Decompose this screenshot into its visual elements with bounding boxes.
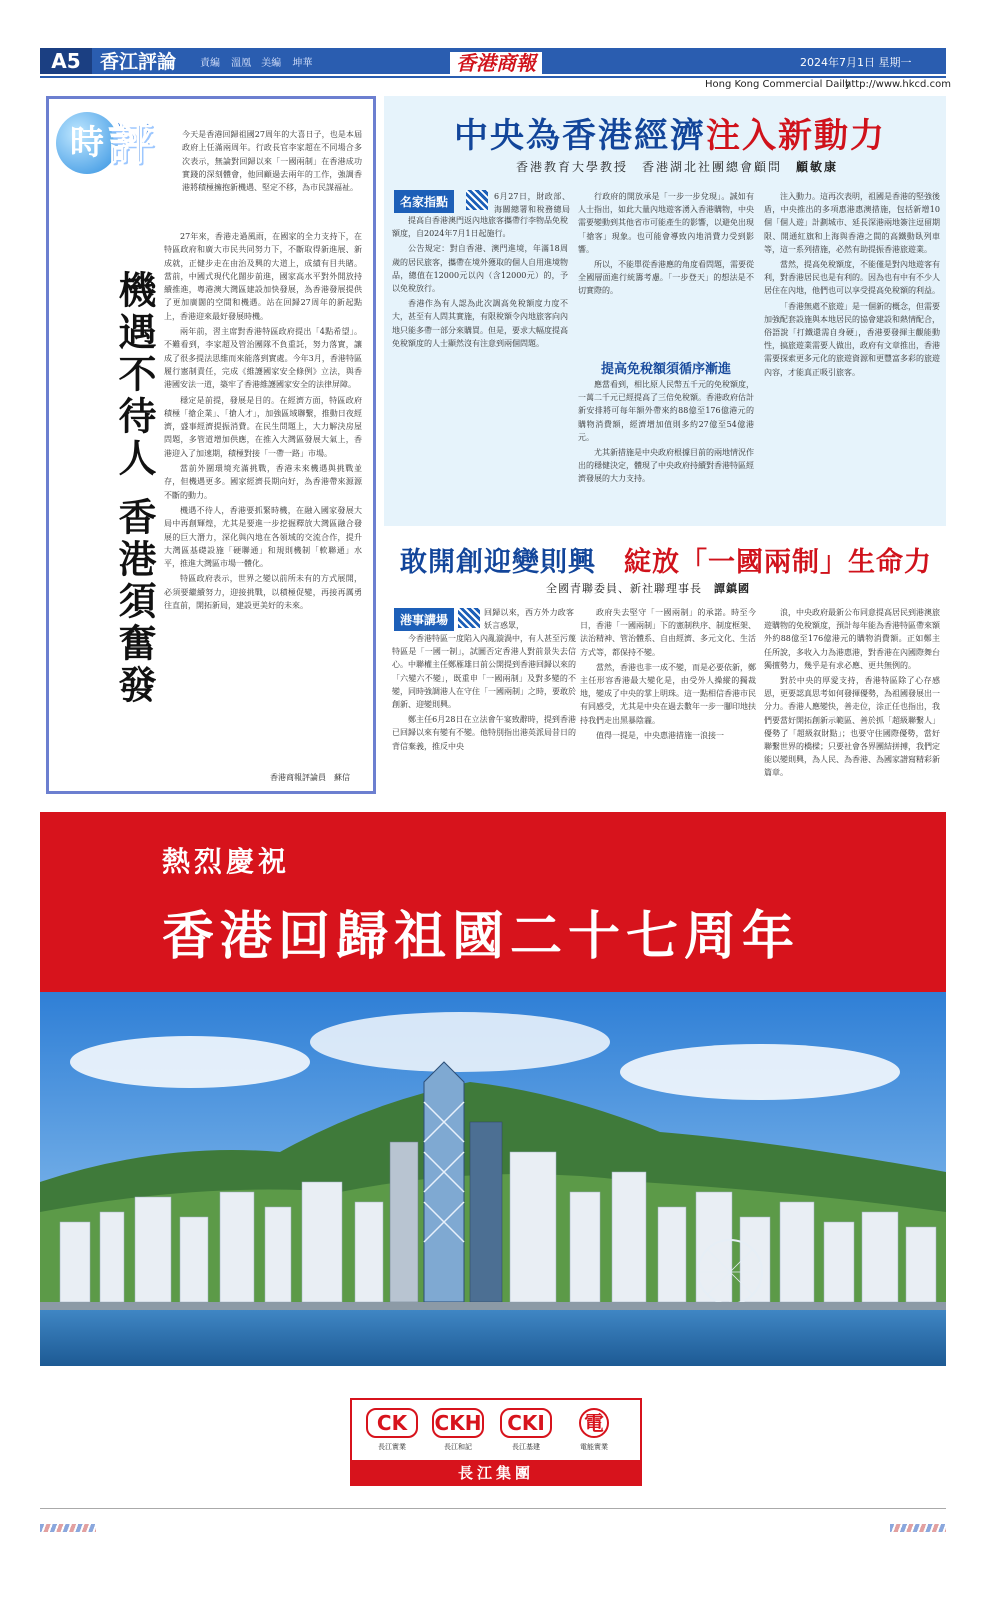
ck-hutchison-mark: CKH [432, 1408, 484, 1438]
commentary-paragraph: 27年來，香港走過風雨，在國家的全力支持下，在特區政府和廣大市民共同努力下，不斷取得新進展、新成就，正健步走在由治及興的大道上，成績有目共睹。當前，中國式現代化闊步前進，國家高水平對外開放持續推進，粵港澳大灣區建設加快發展，為香港發展提供了更加廣闊的空間和機遇。站在回歸27周年的新起點上，香港迎來最好發展時機。 [164, 232, 362, 321]
article1-column-tag: 名家指點 [394, 190, 454, 213]
power-assets-label: 電能實業 [580, 1443, 608, 1451]
article1-paragraph: 所以，不能單從香港應的角度看問題，需要從全國層面進行統籌考慮。「一步登天」的想法是不切實際的。 [578, 260, 754, 296]
badge-char-1: 時 [56, 112, 118, 174]
article2-author-name: 譚鎮國 [714, 582, 750, 595]
article2-title-part1: 敢開創迎變則興 [400, 547, 596, 578]
commentary-paragraph: 特區政府表示，世界之變以前所未有的方式展開，必須要繼續努力，迎接挑戰，以積極促變，再接再厲勇往直前，開拓新局，建設更美好的未來。 [164, 574, 362, 611]
page-number: A5 [40, 48, 92, 74]
article2-paragraph: 鄭主任6月28日在立法會午宴致辭時，提到香港已回歸以來有變有不變。他特別指出港英派局昔日的背信棄義，推反中央 [392, 715, 576, 751]
ck-asset-label: 長江實業 [378, 1443, 406, 1451]
article2-lead: 回歸以來，西方外力政客妖言惑眾， [484, 608, 574, 631]
power-assets-mark: 電 [579, 1408, 609, 1438]
article2-column-2 [580, 606, 756, 796]
color-stripe-right [890, 1524, 946, 1532]
article1-paragraph: 當然，提高免稅額度，不能僅是對內地遊客有利，對香港居民也是有利的。因為也有中有不少人居住在內地，他們也可以享受提高免稅額的利益。 [764, 260, 940, 296]
issue-date: 2024年7月1日 星期一 [800, 56, 912, 69]
qr-code-icon[interactable] [458, 608, 480, 628]
article2-byline [546, 580, 750, 596]
article1-paragraph: 應當看到，相比原人民幣五千元的免稅額度，一萬二千元已經提高了三倍免稅額。香港政府估計新安排將可每年額外帶來約88億至176億港元的購物消費額，經濟增加值則多約27億至54億港元。 [578, 380, 754, 442]
qr-code-icon[interactable] [466, 190, 488, 210]
english-name: Hong Kong Commercial Daily [705, 79, 851, 90]
hong-kong-skyline-photo [40, 992, 946, 1366]
commentary-paragraph: 兩年前，習主席對香港特區政府提出「4點希望」。不難看到，李家超及管治團隊不負重託，努力落實，讓成了很多提法思維而來能落到實處。今年3月，香港特區履行憲制責任，完成《維護國家安全條例》立法，與香港國安法一道，築牢了香港維護國家安全的法律屏障。 [164, 327, 362, 390]
bottom-rule [40, 1508, 946, 1509]
article2-column-tag: 港事講場 [394, 608, 454, 631]
header-rule [40, 76, 946, 78]
article1-paragraph: 香港作為有人認為此次調高免稅額度力度不大，甚至有人問其實施，有限稅額令內地旅客向內地只能多帶一部分來購買。但是，要求大幅度提高免稅額度的人士顯然沒有注意到兩個問題。 [392, 299, 568, 348]
article1-paragraph: 尤其新措施是中央政府根據目前的兩地情況作出的穩健決定，體現了中央政府持續對香港特區經濟發展的大力支持。 [578, 448, 754, 484]
ck-hutchison-logo [432, 1408, 484, 1452]
article2-paragraph: 政府失去堅守「一國兩制」的承諾。時至今日，香港「一國兩制」下的憲制秩序、制度框架、法治精神、管治體系、自由經濟、多元文化、生活方式等，都保持不變。 [580, 608, 756, 657]
article1-column-2b [578, 378, 754, 524]
article2-paragraph: 值得一提是，中央惠港措施一浪接一 [596, 730, 724, 740]
article2-title-part2: 綻放「一國兩制」生命力 [624, 547, 932, 578]
article1-paragraph: 行政府的開放承是「一步一步兌現」。誠如有人士指出，如此大量內地遊客湧入香港購物，中央需要變動到其他省市可能產生的影響，以避免出現「搶客」現象。也可能會導致內地消費力受到影響。 [578, 192, 754, 254]
commentary-body [164, 230, 362, 770]
commentary-paragraph: 機遇不待人，香港要抓緊時機，在融入國家發展大局中再創輝煌，尤其是要進一步挖掘釋放大灣區融合發展的巨大潛力，深化與內地在各領域的交流合作，提升大灣區基礎設施「硬聯通」和規則機制「軟聯通」水平，推進大灣區市場一體化。 [164, 505, 362, 569]
article2-paragraph: 對於中央的厚愛支持，香港特區除了心存感恩，更要認真思考如何發揮優勢，為祖國發展出一分力。香港人應變快，善走位，涂正任也指出，我們要當好開拓創新示範區、善於抓「超級聯繫人」優勢了「超級叙財點」；也要守住國際優勢，當好聯繫世界的橋樑；只要社會各界團結拼搏，我們定能以變則興，為人民、為香港、為國家譜寫精彩新篇章。 [764, 676, 940, 778]
commentary-headline: 機遇不待人 香港須奮發 [112, 270, 157, 708]
skyline-illustration [40, 992, 946, 1366]
article1-title-part2: 注入新動力 [706, 116, 886, 156]
commentary-badge [56, 112, 176, 172]
section-title: 香江評論 [100, 51, 177, 73]
editors-credit: 責編 溫凰 美編 坤華 [200, 58, 313, 69]
commentary-paragraph: 當前外圍環境充滿挑戰，香港未來機遇與挑戰並存，但機遇更多。國家經濟長期向好，為香港帶來源源不斷的動力。 [164, 464, 362, 500]
article1-author-title: 香港教育大學教授 香港湖北社團總會顧問 [516, 160, 783, 174]
article1-paragraph: 「香港無處不旅遊」是一個新的概念，但需要加強配套設施與本地居民的協會建設和熱情配合，俗語說「打鐵還需自身硬」，香港要發揮主觀能動性，搞旅遊業需要人做出，政府有文章推出，香港需要探索更多元化的旅遊資源和更豐富多彩的旅遊內容，才能真正吸引旅客。 [764, 301, 940, 377]
article2-paragraph: 當然，香港也非一成不變，而是必要依新，鄭主任形容香港最大變化是，由受外人操縱的獨裁地，變成了中央的掌上明珠。這一點相信香港市民有同感受，尤其是中央在過去數年一步一腳印地扶持我們走出黑暴陰霾。 [580, 662, 756, 725]
article1-title [400, 108, 940, 157]
article1-paragraph: 注入動力。這再次表明，祖國是香港的堅強後盾，中央推出的多項惠港惠澳措施，包括新增10個「個人遊」計劃城市、延長深港兩地簽注逗留期限、開通紅旗和上海與香港之間的高鐵動臥列車等，這一系列措施，必然有助提振香港旅遊業。 [764, 192, 940, 254]
color-stripe-left [40, 1524, 96, 1532]
cki-mark: CKI [500, 1408, 552, 1438]
article1-lead: 6月27日，財政部、海關總署和稅務總局 [494, 192, 570, 215]
article1-subheading: 提高免稅額須循序漸進 [600, 362, 731, 377]
cki-logo [500, 1408, 552, 1452]
ck-hutchison-label: 長江和記 [444, 1443, 472, 1451]
article1-paragraph: 公告規定：對自香港、澳門進境，年滿18周歲的居民旅客，攜帶在境外獲取的個人自用進境物品，總值在12000元以內（含12000元）的，予以免稅放行。 [392, 244, 568, 294]
article1-title-part1: 中央為香港經濟 [454, 116, 706, 156]
article2-column-1 [392, 632, 576, 796]
article1-author-name: 顧敏康 [796, 160, 839, 174]
group-name-bar: 長江集團 [350, 1460, 642, 1486]
article2-column-3 [764, 606, 940, 796]
power-assets-logo [568, 1408, 620, 1452]
article2-author-title: 全國青聯委員、新社聯理事長 [546, 582, 702, 595]
article2-paragraph: 今香港特區一度陷入內亂漩渦中，有人甚至污蔑特區是「一國一制」，試圖否定香港人對前景失去信心。中聯權主任鄭雁雄日前公開提到香港回歸以來的「六變六不變」，既重申「一國兩制」及對多變的不變，同時強調港人在守住「一國兩制」之時，要敢於創新、迎變則興。 [392, 634, 576, 710]
commentary-paragraph: 穩定是前提，發展是目的。在經濟方面，特區政府積極「搶企業」、「搶人才」，加強區域聯繫，推動日夜經濟，盛事經濟提振消費。在民生問題上，大力解決房屋問題，多管道增加供應，在推入大灣區發展大氣上，香港迎入了加速期，積極對接「一帶一路」市場。 [164, 395, 362, 458]
article1-byline [516, 158, 838, 175]
article1-column-2 [578, 190, 754, 350]
ad-subtitle: 熱烈慶祝 [162, 845, 291, 878]
commentary-signature: 香港商報評論員 蘇信 [270, 773, 350, 782]
badge-char-2: 評 [108, 116, 154, 170]
ck-asset-mark: CK [366, 1408, 418, 1438]
cki-label: 長江基建 [512, 1443, 540, 1451]
commentary-intro: 今天是香港回歸祖國27周年的大喜日子，也是本屆政府上任滿兩周年。行政長官李家超在不同場合多次表示，無論對回歸以來「一國兩制」在香港成功實踐的深刻體會，他回顧過去兩年的工作，強調香港將積極擁抱新機遇、堅定不移，為市民謀福祉。 [182, 130, 362, 193]
article2-paragraph: 浪，中央政府最新公布同意提高居民到港澳旅遊購物的免稅額度，預計每年能為香港特區帶來額外約88億至176億港元的購物消費額。正如鄭主任所說，多收入力為港惠港，對香港在內國際舞台獨擅勢力，幾乎是有求必應、更共無例的。 [764, 608, 940, 670]
article1-paragraph: 提高自香港澳門返內地旅客攜帶行李物品免稅額度，自2024年7月1日起施行。 [392, 216, 568, 239]
ck-asset-logo [366, 1408, 418, 1452]
article2-title [386, 540, 946, 579]
website-url[interactable]: http://www.hkcd.com [845, 79, 951, 90]
newspaper-masthead: 香港商報 [450, 52, 542, 74]
ad-headline: 香港回歸祖國二十七周年 [162, 907, 801, 967]
article1-column-1 [392, 214, 568, 524]
article1-column-3 [764, 190, 940, 524]
